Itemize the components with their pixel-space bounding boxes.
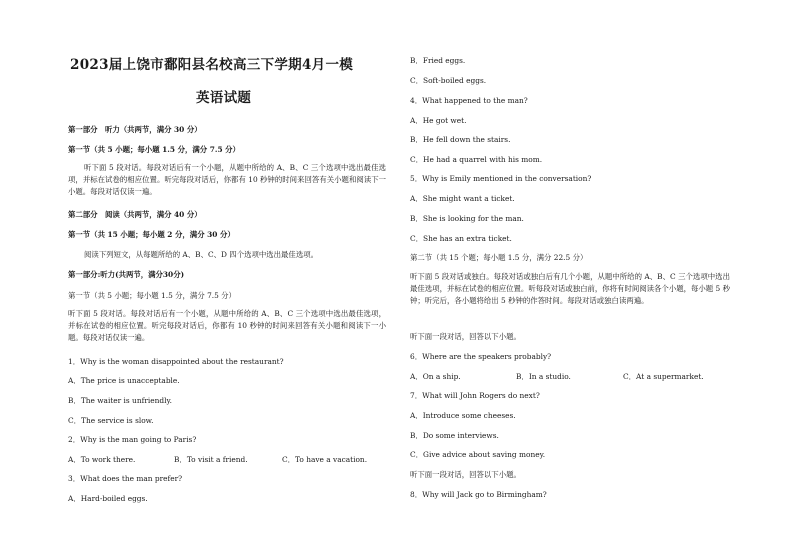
listen-instruction-8: 听下面一段对话，回答以下小题。 [410, 470, 521, 479]
question-6: 6．Where are the speakers probably? [410, 352, 552, 361]
question-3-option-b: B．Fried eggs. [410, 56, 466, 65]
question-2: 2．Why is the man going to Paris? [68, 435, 197, 444]
question-3: 3．What does the man prefer? [68, 474, 183, 483]
question-6-option-c: C．At a supermarket. [623, 372, 704, 381]
question-7-option-b: B．Do some interviews. [410, 431, 499, 440]
question-7-option-c: C．Give advice about saving money. [410, 450, 546, 459]
question-8: 8．Why will Jack go to Birmingham? [410, 490, 547, 499]
question-5: 5．Why is Emily mentioned in the conversation? [410, 174, 592, 183]
question-5-option-b: B．She is looking for the man. [410, 214, 524, 223]
question-7-option-a: A．Introduce some cheeses. [410, 411, 516, 420]
section1b-instructions: 听下面 5 段对话。每段对话后有一个小题，从题中所给的 A、B、C 三个选项中选出最佳选项，并标在试卷的相应位置。听完每段对话后，你都有 10 秒钟的时间来回答有关小题和阅读下一小题。每段对话仅读一遍。 [68, 309, 386, 342]
listen-instruction-6: 听下面一段对话，回答以下小题。 [410, 332, 521, 341]
reading-instructions: 阅读下列短文，从每题所给的 A、B、C、D 四个选项中选出最佳选项。 [84, 250, 318, 259]
section1-instructions: 听下面 5 段对话。每段对话后有一个小题，从题中所给的 A、B、C 三个选项中选出最佳选项，并标在试卷的相应位置。听完每段对话后，你都有 10 秒钟的时间来回答有关小题和阅读下一小题。每段对话仅读一遍。 [68, 163, 386, 196]
question-2-option-a: A．To work there. [68, 455, 136, 464]
reading-section1-heading: 第一节（共 15 小题；每小题 2 分，满分 30 分） [68, 230, 235, 239]
part2-heading: 第二部分 阅读（共两节，满分 40 分） [68, 210, 202, 219]
question-5-option-c: C．She has an extra ticket. [410, 234, 512, 243]
question-4-option-a: A．He got wet. [410, 116, 467, 125]
question-2-option-b: B．To visit a friend. [174, 455, 248, 464]
question-1-option-c: C．The service is slow. [68, 416, 154, 425]
part1b-heading: 第一部分:听力(共两节，满分30分) [68, 270, 185, 279]
question-3-option-a: A．Hard-boiled eggs. [68, 494, 148, 503]
section1-heading: 第一节（共 5 小题；每小题 1.5 分，满分 7.5 分） [68, 145, 240, 154]
question-5-option-a: A．She might want a ticket. [410, 194, 515, 203]
question-6-option-b: B．In a studio. [516, 372, 571, 381]
question-4-option-c: C．He had a quarrel with his mom. [410, 155, 543, 164]
question-3-option-c: C．Soft-boiled eggs. [410, 76, 487, 85]
question-7: 7．What will John Rogers do next? [410, 391, 540, 400]
question-1-option-a: A．The price is unacceptable. [68, 376, 180, 385]
section2-instructions: 听下面 5 段对话或独白。每段对话或独白后有几个小题，从题中所给的 A、B、C 三个选项中选出最佳选项，并标在试卷的相应位置。听每段对话或独白前，你将有时间阅读各个小题，每小题 5 秒钟；听完后，各小题将给出 5 秒钟的作答时间。每段对话或独白读两遍。 [410, 272, 730, 305]
exam-title-line2: 英语试题 [196, 90, 252, 106]
question-4: 4．What happened to the man? [410, 96, 528, 105]
question-2-option-c: C．To have a vacation. [282, 455, 368, 464]
question-4-option-b: B．He fell down the stairs. [410, 135, 511, 144]
question-1: 1．Why is the woman disappointed about the restaurant? [68, 357, 284, 366]
question-6-option-a: A．On a ship. [410, 372, 461, 381]
exam-title-line1: 2023届上饶市鄱阳县名校高三下学期4月一模 [70, 57, 354, 73]
section1b-heading: 第一节（共 5 小题；每小题 1.5 分，满分 7.5 分） [68, 291, 236, 300]
question-1-option-b: B．The waiter is unfriendly. [68, 396, 172, 405]
section2-heading: 第二节（共 15 个题；每小题 1.5 分，满分 22.5 分） [410, 253, 588, 262]
part1-heading: 第一部分 听力（共两节，满分 30 分） [68, 125, 202, 134]
